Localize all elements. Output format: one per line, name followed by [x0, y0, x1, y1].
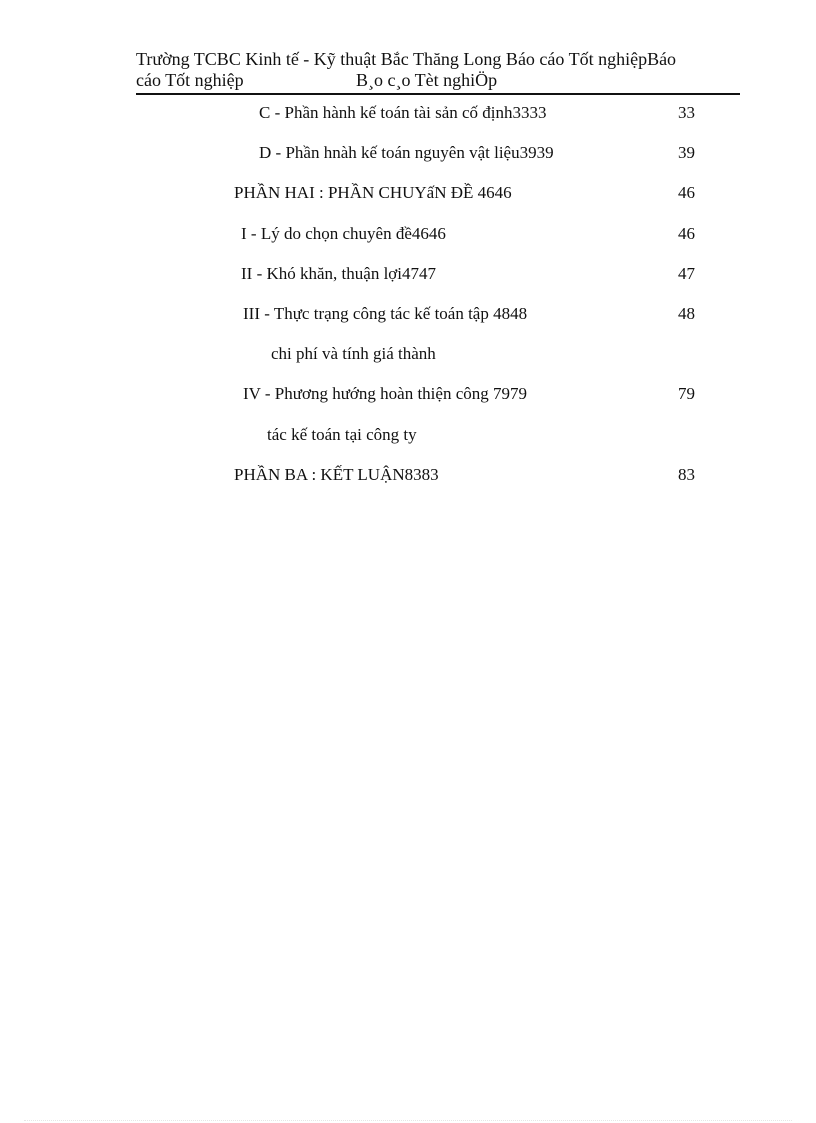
- toc-entry: [0, 302, 816, 326]
- toc-entry-continuation: [0, 423, 816, 447]
- toc-entry-continuation: [0, 342, 816, 366]
- toc-entry: [0, 262, 816, 286]
- toc-entry-page: 39: [678, 143, 695, 162]
- header-line-2-mid: B¸o c¸o Tèt nghiÖp: [356, 70, 498, 90]
- toc-entry: [0, 101, 816, 125]
- toc-entry-page: 46: [678, 183, 695, 202]
- toc-entry: [0, 141, 816, 165]
- toc-entry: [0, 463, 816, 487]
- page-bottom-edge: [24, 1120, 792, 1121]
- toc-entry-label: D - Phần hnàh kế toán nguyên vật liệu3939: [259, 143, 554, 162]
- header-line-2-left: cáo Tốt nghiệp: [136, 70, 244, 90]
- toc-entry-page: 83: [678, 465, 695, 484]
- toc-entry-label: tác kế toán tại công ty: [267, 425, 417, 444]
- toc-entry-label: PHẦN HAI : PHẦN CHUYấN ĐỀ 4646: [234, 183, 512, 202]
- header-line-1: Trường TCBC Kinh tế - Kỹ thuật Bắc Thăng Long Báo cáo Tốt nghiệpBáo: [136, 49, 677, 69]
- toc-entry-page: 48: [678, 304, 695, 323]
- toc-entry: [0, 181, 816, 205]
- toc-entry-label: chi phí và tính giá thành: [271, 344, 436, 363]
- toc-entry-label: IV - Phương hướng hoàn thiện công 7979: [243, 384, 527, 403]
- toc-entry: [0, 222, 816, 246]
- toc-entry-label: PHẦN BA : KẾT LUẬN8383: [234, 465, 439, 484]
- toc-entry-page: 33: [678, 103, 695, 122]
- toc-entry-page: 79: [678, 384, 695, 403]
- toc-entry-label: I - Lý do chọn chuyên đề4646: [241, 224, 446, 243]
- toc-entry-label: III - Thực trạng công tác kế toán tập 4848: [243, 304, 528, 323]
- toc-entry: [0, 382, 816, 406]
- toc-entry-page: 46: [678, 224, 695, 243]
- toc-entry-label: C - Phần hành kế toán tài sản cố định3333: [259, 103, 547, 122]
- toc-entry-label: II - Khó khăn, thuận lợi4747: [241, 264, 437, 283]
- toc-entry-page: 47: [678, 264, 695, 283]
